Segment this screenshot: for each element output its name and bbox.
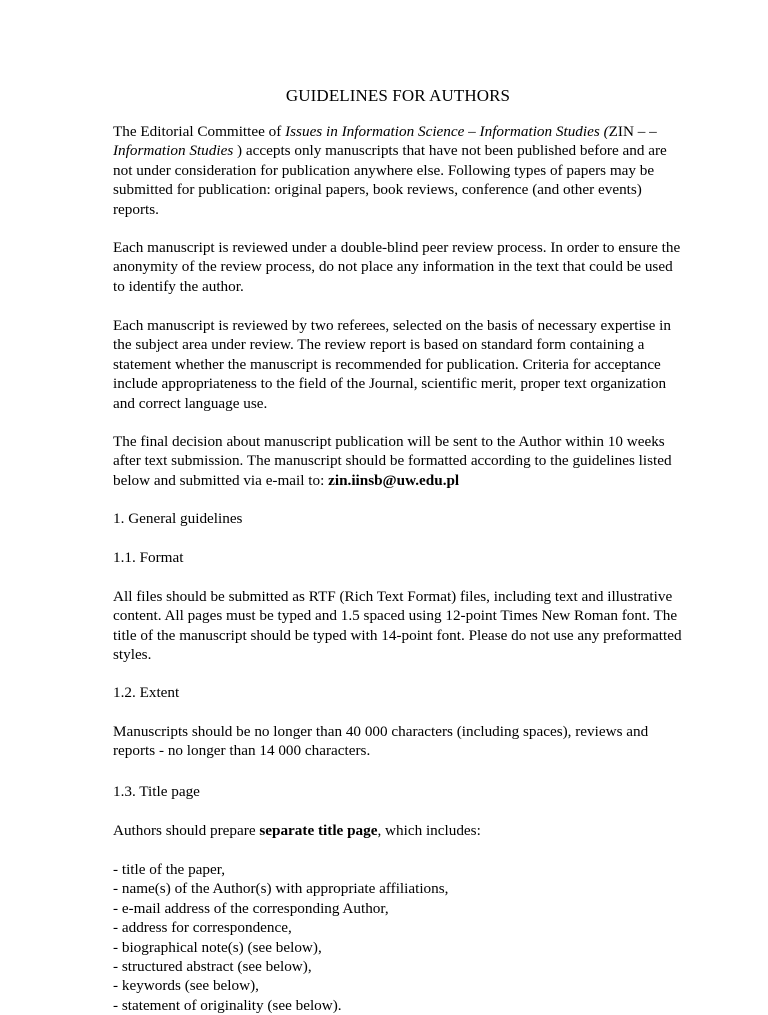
journal-subtitle: Information Studies	[113, 142, 234, 160]
intro-line-2: Information Studies ) accepts only manuscripts that have not been published before and are	[113, 142, 667, 160]
section-heading-extent: 1.2. Extent	[113, 684, 180, 701]
title-page-paragraph	[113, 821, 683, 840]
decision-line: below and submitted via e-mail to: zin.iinsb@uw.edu.pl	[113, 471, 460, 489]
extent-line: Manuscripts should be no longer than 40 000 characters (including spaces), reviews and	[113, 723, 649, 740]
format-line: styles.	[113, 646, 152, 664]
referees-line: Each manuscript is reviewed by two referees, selected on the basis of necessary expertise in	[113, 317, 671, 334]
intro-line-3: not under consideration for publication anywhere else. Following types of papers may be	[113, 161, 655, 179]
title-page-intro: Authors should prepare separate title page, which includes:	[113, 822, 481, 839]
intro-line-1: The Editorial Committee of Issues in Information Science – Information Studies (ZIN – –	[113, 123, 657, 140]
section-heading-general: 1. General guidelines	[113, 510, 243, 527]
section-heading-title-page: 1.3. Title page	[113, 783, 200, 800]
decision-line: after text submission. The manuscript should be formatted according to the guidelines listed	[113, 452, 672, 470]
review-line: to identify the author.	[113, 277, 244, 295]
extent-line: reports - no longer than 14 000 characters.	[113, 742, 371, 760]
list-item: - e-mail address of the corresponding Author,	[113, 899, 389, 917]
intro-line-4: submitted for publication: original papers, book reviews, conference (and other events)	[113, 181, 642, 199]
referees-line: the subject area under review. The review report is based on standard form containing a	[113, 336, 645, 354]
format-line: All files should be submitted as RTF (Rich Text Format) files, including text and illustrative	[113, 588, 673, 605]
list-item: - title of the paper,	[113, 861, 225, 878]
format-line: title of the manuscript should be typed with 14-point font. Please do not use any preformatted	[113, 626, 682, 644]
list-item: - structured abstract (see below),	[113, 958, 312, 976]
decision-line: The final decision about manuscript publication will be sent to the Author within 10 weeks	[113, 433, 665, 450]
decision-paragraph	[113, 432, 683, 490]
list-item: - address for correspondence,	[113, 919, 292, 937]
title-page-list	[113, 860, 683, 1015]
section-heading-format: 1.1. Format	[113, 549, 184, 566]
referees-line: and correct language use.	[113, 394, 268, 412]
referees-paragraph	[113, 316, 683, 413]
page-title: GUIDELINES FOR AUTHORS	[285, 86, 511, 105]
format-line: content. All pages must be typed and 1.5 spaced using 12-point Times New Roman font. The	[113, 607, 678, 625]
list-item: - statement of originality (see below).	[113, 996, 342, 1014]
intro-paragraph	[113, 122, 683, 219]
review-paragraph	[113, 238, 683, 296]
format-paragraph	[113, 587, 683, 665]
extent-paragraph	[113, 722, 683, 761]
separate-title-page-emphasis: separate title page	[259, 822, 378, 839]
list-item: - keywords (see below),	[113, 977, 259, 995]
review-line: Each manuscript is reviewed under a double-blind peer review process. In order to ensure the	[113, 239, 681, 256]
referees-line: statement whether the manuscript is recommended for publication. Criteria for acceptance	[113, 355, 661, 373]
journal-title: Issues in Information Science – Information Studies (	[285, 123, 609, 140]
referees-line: include appropriateness to the field of the Journal, scientific merit, proper text organization	[113, 375, 667, 393]
list-item: - biographical note(s) (see below),	[113, 938, 322, 956]
intro-line-5: reports.	[113, 200, 159, 218]
list-item: - name(s) of the Author(s) with appropriate affiliations,	[113, 880, 449, 898]
review-line: anonymity of the review process, do not place any information in the text that could be used	[113, 258, 673, 276]
submission-email: zin.iinsb@uw.edu.pl	[328, 471, 460, 489]
